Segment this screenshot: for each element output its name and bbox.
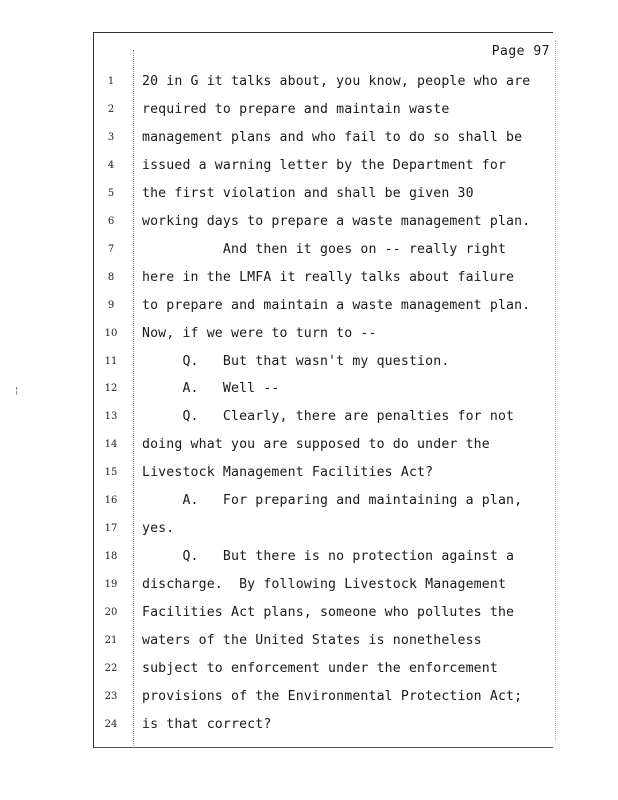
transcript-line-text: A. For preparing and maintaining a plan, (142, 493, 523, 508)
transcript-line-text: to prepare and maintain a waste management plan. (142, 298, 531, 313)
line-number-margin-rule (133, 50, 134, 746)
transcript-line-text: management plans and who fail to do so shall be (142, 130, 523, 145)
transcript-line-text: A. Well -- (142, 381, 280, 396)
transcript-line-text: is that correct? (142, 717, 272, 732)
transcript-line-text: discharge. By following Livestock Management (142, 577, 507, 592)
line-number: 6 (107, 216, 115, 227)
line-number: 9 (107, 300, 115, 311)
line-number: 20 (104, 607, 118, 618)
line-number: 14 (104, 439, 118, 450)
transcript-line-text: yes. (142, 521, 175, 536)
line-number: 23 (104, 691, 118, 702)
line-number: 22 (104, 663, 118, 674)
transcript-line-text: doing what you are supposed to do under the (142, 437, 490, 452)
page-number: Page 97 (491, 44, 550, 59)
transcript-line-text: the first violation and shall be given 30 (142, 186, 474, 201)
transcript-line-text: Livestock Management Facilities Act? (142, 465, 434, 480)
transcript-line-text: Facilities Act plans, someone who pollutes the (142, 605, 515, 620)
transcript-line-text: Q. But there is no protection against a (142, 549, 515, 564)
transcript-line-text: here in the LMFA it really talks about failure (142, 270, 515, 285)
transcript-line-text: Q. But that wasn't my question. (142, 354, 450, 369)
line-number: 7 (107, 244, 115, 255)
line-number: 24 (104, 719, 118, 730)
line-number: 8 (107, 272, 115, 283)
transcript-line-text: And then it goes on -- really right (142, 242, 507, 257)
line-number: 12 (104, 383, 118, 394)
transcript-line-text: waters of the United States is nonetheless (142, 633, 482, 648)
transcript-line-text: required to prepare and maintain waste (142, 102, 450, 117)
line-number: 2 (107, 104, 115, 115)
scan-speck: ¦ (14, 386, 20, 396)
line-number: 19 (104, 579, 118, 590)
line-number: 15 (104, 467, 118, 478)
line-number: 13 (104, 411, 118, 422)
transcript-line-text: issued a warning letter by the Department for (142, 158, 507, 173)
transcript-line-text: 20 in G it talks about, you know, people who are (142, 74, 531, 89)
line-number: 4 (107, 160, 115, 171)
line-number: 3 (107, 132, 115, 143)
line-number: 18 (104, 551, 118, 562)
line-number: 1 (107, 76, 115, 87)
line-number: 17 (104, 523, 118, 534)
line-number: 16 (104, 495, 118, 506)
transcript-line-text: subject to enforcement under the enforcement (142, 661, 498, 676)
line-number: 11 (104, 356, 118, 367)
transcript-line-text: working days to prepare a waste management plan. (142, 214, 531, 229)
transcript-line-text: Now, if we were to turn to -- (142, 326, 377, 341)
transcript-line-text: Q. Clearly, there are penalties for not (142, 409, 515, 424)
transcript-line-text: provisions of the Environmental Protection Act; (142, 689, 523, 704)
line-number: 5 (107, 188, 115, 199)
line-number: 21 (104, 635, 118, 646)
right-margin-rule (555, 40, 556, 740)
line-number: 10 (104, 328, 118, 339)
